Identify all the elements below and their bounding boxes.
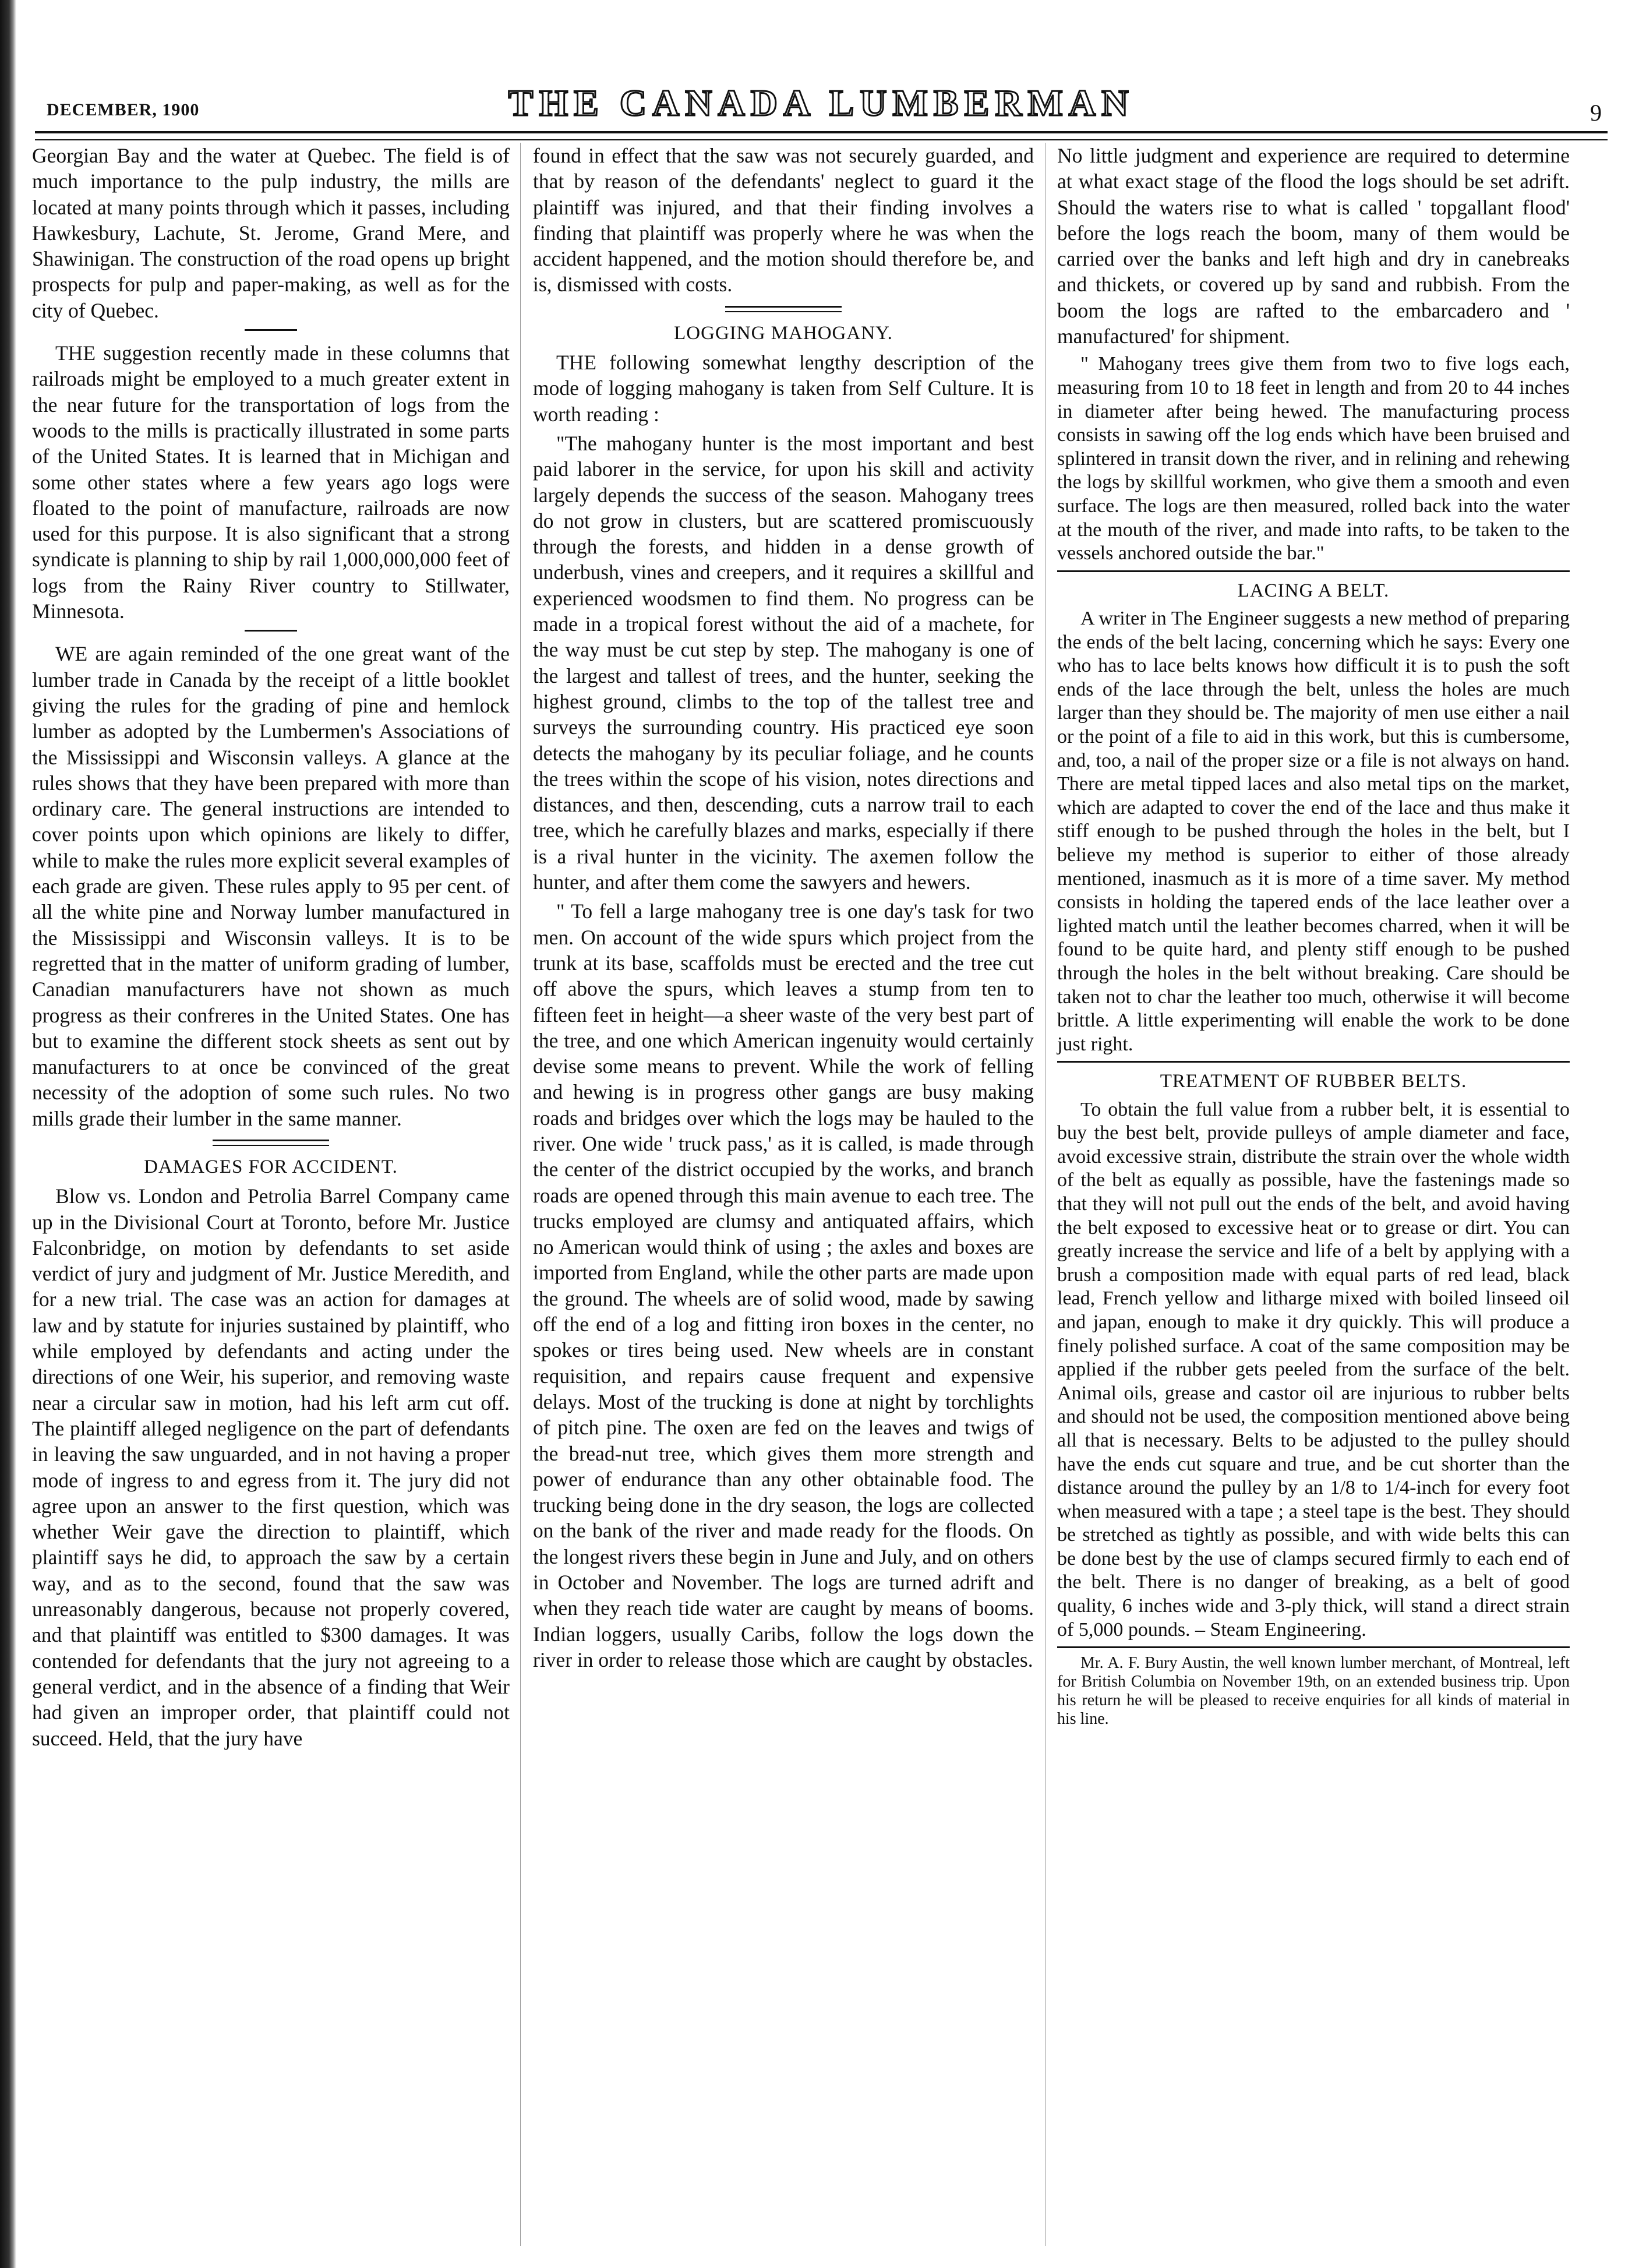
heading-treatment-of-rubber-belts: TREATMENT OF RUBBER BELTS. xyxy=(1160,1071,1467,1092)
paragraph-lacing: A writer in The Engineer suggests a new method of preparing the ends of the belt lacing, concerning which he says: Every one who has to lace belts knows how difficult it is to push the soft ends of the lace through the belt, unless the holes are much larger than they should be. The majority of men use either a nail or the point of a file to aid in this work, but this is cumbersome, and, too, a nail of the proper size or a file is not always on hand. There are metal tipped laces and also metal tips on the market, which are adapted to cover the end of the lace and thus make it stiff enough to be pushed through the holes in the belt, but I believe my method is superior to either of those already mentioned, inasmuch as it is more of a time saver. My method consists in holding the tapered ends of the lace leather over a lighted match until the leather becomes charred, when it will be found to be quite hard, and plenty stiff enough to be pushed through the holes in the belt without breaking. Care should be taken not to char the leather too much, otherwise it will become brittle. A little experimenting will enable the work to be done just right. xyxy=(1057,608,1570,1055)
header-rule xyxy=(35,131,1608,140)
heading-logging-mahogany: LOGGING MAHOGANY. xyxy=(674,322,893,344)
issue-date: DECEMBER, 1900 xyxy=(47,100,200,119)
page-binding-edge xyxy=(0,0,16,2268)
paragraph-damages: Blow vs. London and Petrolia Barrel Company came up in the Divisional Court at Toronto, before Mr. Justice Falconbridge, on motion by defendants to set aside verdict of jury and judgment of Mr. Justice Meredith, and for a new trial. The case was an action for damages at law and by statute for injuries sustained by plaintiff, who while employed by defendants and acting under the directions of one Weir, his superior, and removing waste near a circular saw in motion, had his left arm cut off. The plaintiff alleged negligence on the part of defendants in leaving the saw unguarded, and in not having a proper mode of ingress to and egress from it. The jury did not agree upon an answer to the first question, which was whether Weir gave the direction to plaintiff, which plaintiff says he did, to approach the saw by a certain way, and as to the second, found that the saw was unreasonably dangerous, because not properly covered, and that plaintiff was entitled to $300 damages. It was contended for defendants that the jury not agreeing to a general verdict, and in the absence of a finding that Weir had given an improper order, that plaintiff could not succeed. Held, that the jury have xyxy=(32,1184,510,1750)
paragraph-grading-rules: WE are again reminded of the one great want of the lumber trade in Canada by the receipt of a little booklet giving the rules for the grading of pine and hemlock lumber as adopted by the Lumbermen's Associations of the Mississippi and Wisconsin valleys. A glance at the rules shows that they have been prepared with more than ordinary care. The general instructions are intended to cover points upon which opinions are likely to differ, while to make the rules more explicit several examples of each grade are given. These rules apply to 95 per cent. of all the white pine and Norway lumber manufactured in the Mississippi and Wisconsin valleys. It is to be regretted that in the matter of uniform grading of lumber, Canadian manufacturers have not shown as much progress as their confreres in the United States. One has but to examine the different stock sheets as sent out by manufacturers to at once be convinced of the great necessity of the adoption of some such rules. No two mills grade their lumber in the same manner. xyxy=(32,642,510,1130)
paragraph-felling: " To fell a large mahogany tree is one day's task for two men. On account of the wide spurs which project from the trunk at its base, scaffolds must be erected and the tree cut off above the spurs, which leaves a stump from ten to fifteen feet in height—a sheer waste of the very best part of the tree, and one which American ingenuity would certainly devise some means to prevent. While the work of felling and hewing is in progress other gangs are busy making roads and bridges over which the logs may be hauled to the river. One wide ' truck pass,' as it is called, is made through the center of the district occupied by the works, and branch roads are opened through this main avenue to each tree. The trucks employed are clumsy and antiquated affairs, which no American would think of using ; the axles and boxes are imported from England, while the other parts are made upon the ground. The wheels are of solid wood, made by sawing off the end of a log and fitting iron boxes in the center, no spokes or tires being used. New wheels are in constant requisition, and repairs cause frequent and expensive delays. Most of the trucking is done at night by torchlights of pitch pine. The oxen are fed on the leaves and twigs of the bread-nut tree, which gives them more strength and power of endurance than any other obtainable food. The trucking being done in the dry season, the logs are collected on the bank of the river and made ready for the floods. On the longest rivers these begin in June and July, and on others in October and November. The logs are turned adrift and when they reach tide water are caught by means of booms. Indian loggers, usually Caribs, follow the logs down the river in order to release those which are caught by obstacles. xyxy=(533,900,1034,1671)
paragraph-rubber-belts: To obtain the full value from a rubber belt, it is essential to buy the best belt, provide pulleys of ample diameter and face, avoid excessive strain, distribute the strain over the whole width of the belt as equally as possible, have the fastenings made so that they will not pull out the ends of the belt, and avoid having the belt exposed to excessive heat or to grease or dirt. You can greatly increase the service and life of a belt by applying with a brush a composition made with equal parts of red lead, black lead, French yellow and litharge mixed with boiled linseed oil and japan, enough to make it dry quickly. This will produce a finely polished surface. A coat of the same composition may be applied if the rubber gets peeled from the surface of the belt. Animal oils, grease and castor oil are injurious to rubber belts and should not be used, the composition mentioned above being all that is necessary. Belts to be adjusted to the pulley should have the ends cut square and true, and be cut shorter than the distance around the pulley by an 1/8 to 1/4-inch for every foot when measured with a tape ; a steel tape is the best. They should be stretched as tightly as possible, and with wide belts this can be done best by the use of clamps secured firmly to each end of the belt. There is no danger of breaking, as a belt of good quality, 6 inches wide and 3-ply thick, will stand a direct strain of 5,000 pounds. – Steam Engineering. xyxy=(1057,1098,1570,1641)
section-rule xyxy=(1057,570,1570,572)
section-separator xyxy=(213,1140,329,1146)
paragraph-ottawa-railway: Georgian Bay and the water at Quebec. The field is of much importance to the pulp industry, the mills are located at many points through which it passes, including Hawkesbury, Lachute, St. Jerome, Grand Mere, and Shawinigan. The construction of the road opens up bright prospects for pulp and paper-making, as well as for the city of Quebec. xyxy=(32,144,510,322)
section-separator xyxy=(245,329,297,331)
page-header xyxy=(35,76,1608,128)
personal-note-bury: Mr. A. F. Bury Austin, the well known lumber merchant, of Montreal, left for British Columbia on November 19th, on an extended business trip. Upon his return he will be pleased to receive enquiries for all kinds of material in his line. xyxy=(1057,1654,1570,1729)
section-separator xyxy=(725,306,842,312)
column-divider xyxy=(1045,143,1046,2246)
section-separator xyxy=(245,630,297,632)
section-rule xyxy=(1057,1061,1570,1063)
paragraph-mahogany-hunter: "The mahogany hunter is the most important and best paid laborer in the service, for upon his skill and activity largely depends the success of the season. Mahogany trees do not grow in clusters, but are scattered promiscuously through the forests, and hidden in a dense growth of underbush, vines and creepers, and it requires a skillful and experienced woodsmen to find them. No progress can be made in a tropical forest without the aid of a machete, for the way must be cut step by step. The mahogany is one of the largest and tallest of trees, and the hunter, seeking the highest ground, climbs to the top of the tallest tree and surveys the surrounding country. His practiced eye soon detects the mahogany by its peculiar foliage, and he counts the trees within the scope of his vision, notes directions and distances, and then, descending, cuts a narrow trail to each tree, which he carefully blazes and marks, especially if there is a rival hunter in the vicinity. The axemen follow the hunter, and after them come the sawyers and hewers. xyxy=(533,431,1034,894)
column-1 xyxy=(32,143,510,1755)
column-divider xyxy=(520,143,521,2246)
paragraph-found-in-effect: found in effect that the saw was not securely guarded, and that by reason of the defendants' neglect to guard it the plaintiff was injured, and that their finding involves a finding that plaintiff was properly where he was when the accident happened, and the motion should therefore be, and is, dismissed with costs. xyxy=(533,144,1034,297)
paragraph-mahogany-yield: " Mahogany trees give them from two to five logs each, measuring from 10 to 18 feet in length and from 20 to 44 inches in diameter after being hewed. The manufacturing process consists in sawing off the log ends which have been bruised and splintered in transit down the river, and in relining and rehewing the logs by skillful workmen, who give them a smooth and even surface. The logs are then measured, rolled back into the water at the mouth of the river, and made into rafts, to be taken to the vessels anchored outside the bar." xyxy=(1057,353,1570,565)
heading-lacing-a-belt: LACING A BELT. xyxy=(1237,580,1390,601)
paragraph-logging-intro: THE following somewhat lengthy description of the mode of logging mahogany is taken from Self Culture. It is worth reading : xyxy=(533,351,1034,426)
heading-damages-for-accident: DAMAGES FOR ACCIDENT. xyxy=(144,1156,398,1177)
section-rule xyxy=(1057,1646,1570,1648)
column-2 xyxy=(533,143,1034,1676)
page-number: 9 xyxy=(1590,100,1602,126)
paragraph-flood-judgment: No little judgment and experience are required to determine at what exact stage of the flood the logs should be set adrift. Should the waters rise to what is called ' topgallant flood' before the logs reach the boom, many of them would be carried over the banks and left high and dry in canebreaks and thickets, or covered up by sand and rubbish. From the boom the logs are rafted to the embarcadero and ' manufactured' for shipment. xyxy=(1057,144,1570,348)
column-3 xyxy=(1057,143,1570,1732)
masthead-title: THE CANADA LUMBERMAN xyxy=(508,82,1135,124)
paragraph-railroads: THE suggestion recently made in these columns that railroads might be employed to a much greater extent in the near future for the transportation of logs from the woods to the mills is practically illustrated in some parts of the United States. It is learned that in Michigan and some other states where a few years ago logs were floated to the point of manufacture, railroads are now used for this purpose. It is also significant that a strong syndicate is planning to ship by rail 1,000,000,000 feet of logs from the Rainy River country to Stillwater, Minnesota. xyxy=(32,341,510,623)
